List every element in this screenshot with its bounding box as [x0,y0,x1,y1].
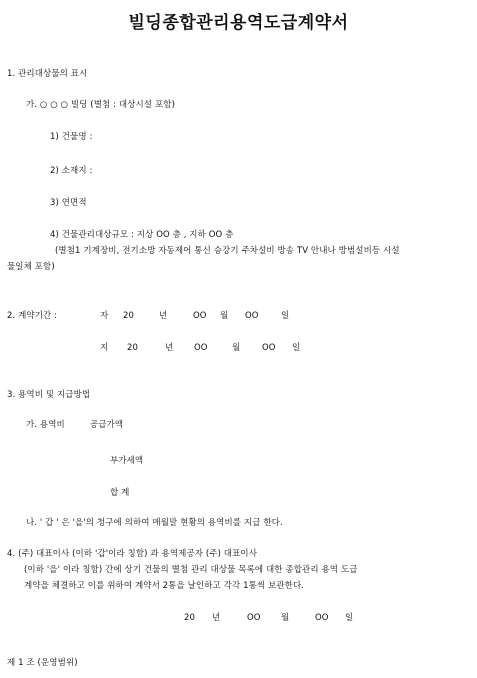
section1-ga: 가. ○ ○ ○ 빌딩 (별첨 : 대상시설 포함) [26,100,175,110]
section2-heading: 2. 계약기간 : [7,311,58,321]
building-scale-label: 4) 건물관리대상규모 : 지상 OO 층 , 지하 OO 층 [50,230,234,240]
payment-method-text: 나. ' 갑 ' 은 '을'의 청구에 의하여 매월말 현황의 용역비를 지급 한다. [26,518,283,528]
section4-line1: 4. (주) 대표이사 (이하 '갑'이라 칭함) 과 용역제공자 (주) 대표이사 [7,549,258,559]
signing-date-day: OO [315,613,329,623]
contract-to-day: OO [262,343,276,353]
contract-to-day-unit: 일 [292,343,301,353]
contract-from-year: 20 [123,311,135,321]
floor-area-label: 3) 연면적 [50,198,87,208]
contract-from-day: OO [245,311,259,321]
contract-from-month-unit: 월 [220,311,229,321]
vat-label: 부가세액 [110,456,144,466]
section1-note-line1: (별첨1 기계장비, 전기소방 자동제어 통신 승강기 주차설비 방송 TV 안내나 방범설비등 시설 [55,246,400,256]
contract-from-day-unit: 일 [281,311,290,321]
building-name-label: 1) 건물명 : [50,132,93,142]
section4-line2: (이하 '을' 이라 칭함) 간에 상기 건물의 별첨 관리 대상물 목록에 대한 종합관리 용역 도급 [24,565,358,575]
section1-note-line2: 물일체 포함) [7,262,55,272]
signing-date-year: 20 [184,613,196,623]
contract-to-month-unit: 월 [232,343,241,353]
signing-date-month-unit: 월 [281,613,290,623]
document-title: 빌딩종합관리용역도급계약서 [128,13,349,33]
section3-heading: 3. 용역비 및 지급방법 [7,390,91,400]
section4-line3: 계약을 체결하고 이를 위하여 계약서 2통을 날인하고 각각 1통씩 보관한다. [24,581,305,591]
contract-to-year: 20 [127,343,139,353]
address-label: 2) 소재지 : [50,166,93,176]
contract-from-month: OO [193,311,207,321]
contract-to-month: OO [194,343,208,353]
contract-from-year-unit: 년 [159,311,168,321]
contract-from-label: 자 [100,311,109,321]
signing-date-day-unit: 일 [345,613,354,623]
contract-to-year-unit: 년 [165,343,174,353]
total-label: 합 계 [110,488,130,498]
signing-date-year-unit: 년 [212,613,221,623]
supply-amount-label: 공급가액 [90,420,124,430]
contract-to-label: 지 [100,343,109,353]
service-fee-label: 가. 용역비 [26,420,65,430]
section1-heading: 1. 관리대상물의 표시 [7,69,88,79]
article1-heading: 제 1 조 (운영범위) [7,658,78,668]
signing-date-month: OO [247,613,261,623]
